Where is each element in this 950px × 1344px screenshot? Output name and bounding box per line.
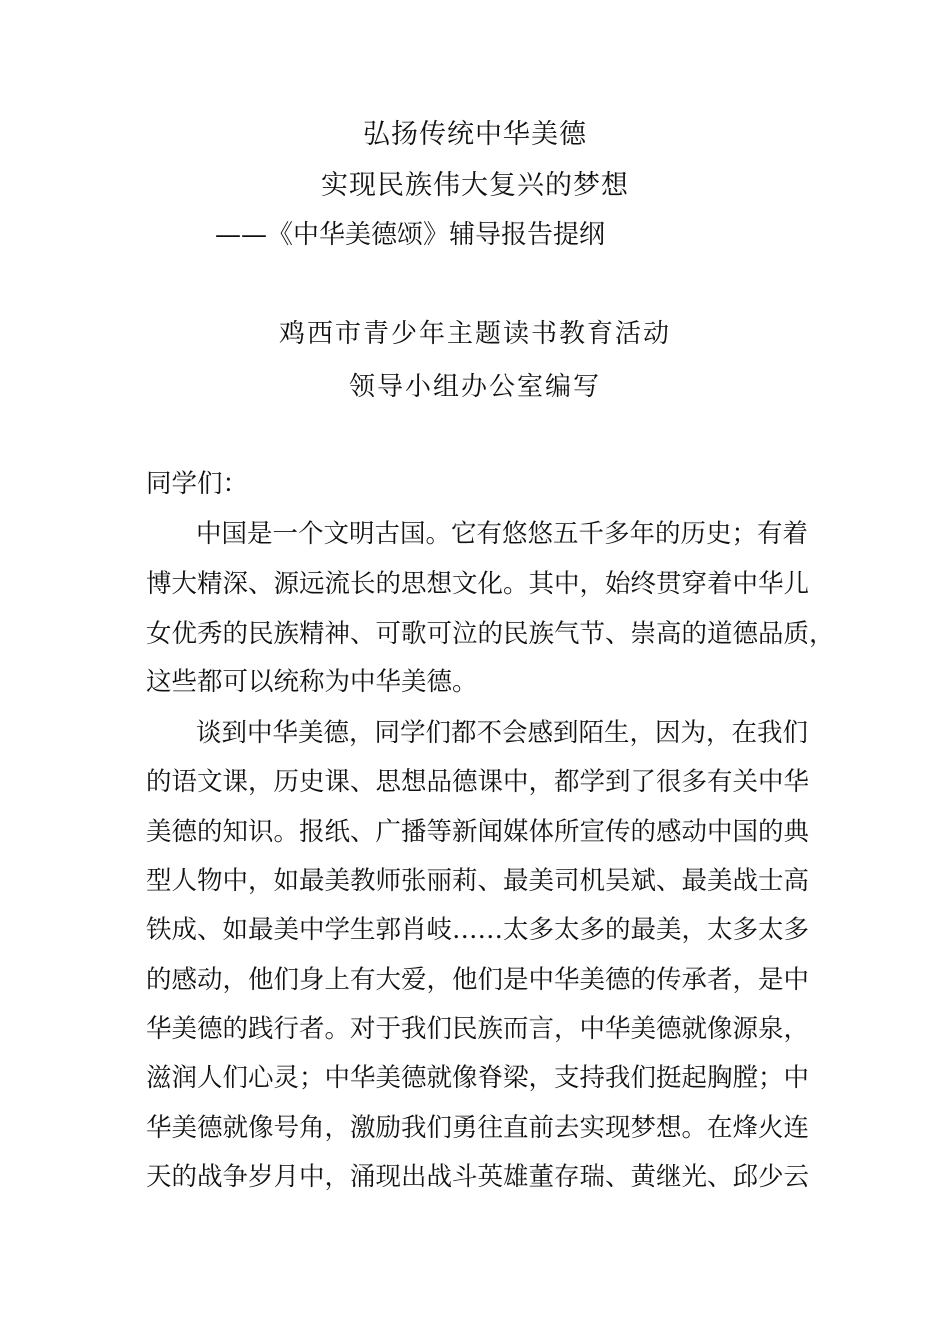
paragraph-2-line: 华美德就像号角，激励我们勇往直前去实现梦想。在烽火连 (146, 1113, 810, 1143)
paragraph-2-line: 型人物中，如最美教师张丽莉、最美司机吴斌、最美战士高 (146, 866, 810, 896)
paragraph-1-line: 女优秀的民族精神、可歌可泣的民族气节、崇高的道德品质， (146, 619, 835, 649)
salutation: 同学们： (146, 469, 249, 499)
paragraph-2-line: 的语文课，历史课、思想品德课中，都学到了很多有关中华 (146, 767, 810, 797)
paragraph-2-line: 的感动，他们身上有大爱，他们是中华美德的传承者，是中 (146, 965, 810, 995)
paragraph-2-line: 谈到中华美德，同学们都不会感到陌生，因为，在我们 (196, 718, 809, 748)
author-line-1: 鸡西市青少年主题读书教育活动 (278, 319, 671, 349)
paragraph-2-line: 铁成、如最美中学生郭肖岐……太多太多的最美，太多太多 (146, 915, 810, 945)
paragraph-2-line: 天的战争岁月中，涌现出战斗英雄董存瑞、黄继光、邱少云 (146, 1162, 810, 1192)
paragraph-2-line: 滋润人们心灵；中华美德就像脊梁，支持我们挺起胸膛；中 (146, 1063, 810, 1093)
subtitle: ——《中华美德颂》辅导报告提纲 (215, 220, 606, 250)
paragraph-1-line: 这些都可以统称为中华美德。 (146, 667, 478, 697)
paragraph-1-line: 中国是一个文明古国。它有悠悠五千多年的历史；有着 (196, 519, 809, 549)
title-line-1: 弘扬传统中华美德 (363, 119, 587, 150)
paragraph-1-line: 博大精深、源远流长的思想文化。其中，始终贯穿着中华儿 (146, 569, 810, 599)
paragraph-2-line: 华美德的践行者。对于我们民族而言，中华美德就像源泉， (146, 1014, 810, 1044)
paragraph-2-line: 美德的知识。报纸、广播等新闻媒体所宣传的感动中国的典 (146, 817, 810, 847)
author-line-2: 领导小组办公室编写 (348, 372, 601, 402)
title-line-2: 实现民族伟大复兴的梦想 (321, 170, 629, 201)
